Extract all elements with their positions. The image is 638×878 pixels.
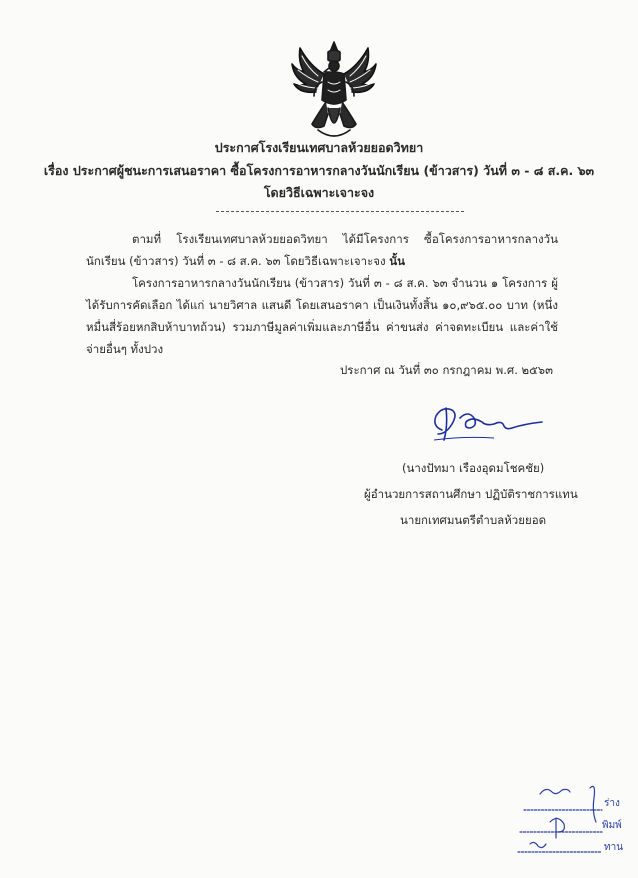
garuda-emblem-icon <box>288 38 380 142</box>
paragraph-2: โครงการอาหารกลางวันนักเรียน (ข้าวสาร) วันที่ ๓ - ๘ ส.ค. ๖๓ จำนวน ๑ โครงการ ผู้ได้รับการคัดเลือก ได้แก่ นายวิศาล แสนดี โดยเสนอราคา เป็นเงินทั้งสิ้น ๑๐,๙๖๕.๐๐ บาท (หนึ่งหมื่นสี่ร้อยหกสิบห้าบาทถ้วน) รวมภาษีมูลค่าเพิ่มและภาษีอื่น ค่าขนส่ง ค่าจดทะเบียน และค่าใช้จ่ายอื่นๆ ทั้งปวง <box>86 276 558 356</box>
signatory-position: ผู้อำนวยการสถานศึกษา ปฏิบัติราชการแทน <box>364 487 578 501</box>
paragraph-1 <box>86 228 558 272</box>
stamp-typed-label: พิมพ์ <box>602 820 622 831</box>
header-subject: เรื่อง ประกาศผู้ชนะการเสนอราคา ซื้อโครงการอาหารกลางวันนักเรียน (ข้าวสาร) วันที่ ๓ - ๘ ส.ค. ๖๓ <box>43 163 595 178</box>
header-title: ประกาศโรงเรียนเทศบาลห้วยยอดวิทยา <box>214 140 424 155</box>
signatory-name: (นางปัทมา เรืองอุดมโชคชัย) <box>402 461 545 475</box>
stamp-checked-label: ทาน <box>604 842 624 853</box>
signatory-position-2: นายกเทศมนตรีตำบลห้วยยอด <box>400 513 547 527</box>
header-method: โดยวิธีเฉพาะเจาะจง <box>263 185 375 200</box>
stamp-draft-label: ร่าง <box>604 798 620 809</box>
paragraph-1-text: ตามที่ โรงเรียนเทศบาลห้วยยอดวิทยา ได้มีโครงการ ซื้อโครงการอาหารกลางวันนักเรียน (ข้าวสาร) วันที่ ๓ - ๘ ส.ค. ๖๓ โดยวิธีเฉพาะเจาะจง <box>86 232 558 268</box>
handwritten-signature <box>424 400 548 450</box>
announcement-date: ประกาศ ณ วันที่ ๓๐ กรกฎาคม พ.ศ. ๒๕๖๓ <box>340 363 553 377</box>
announcement-body <box>86 228 558 360</box>
divider-line <box>216 211 464 212</box>
paragraph-1-end: นั้น <box>389 254 406 268</box>
